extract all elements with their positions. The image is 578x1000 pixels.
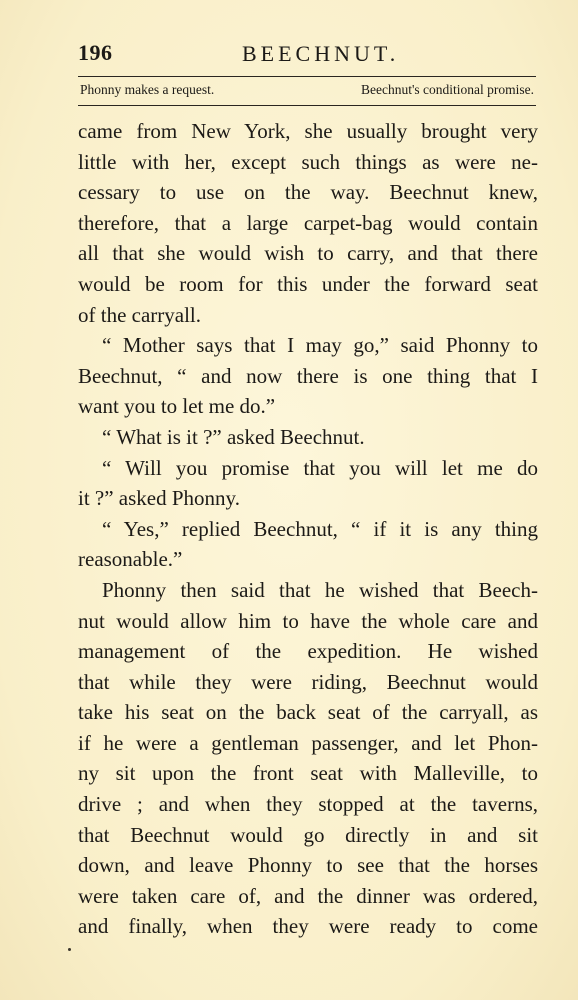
text-line: were taken care of, and the dinner was ordered,: [78, 883, 538, 908]
body-text: [78, 116, 538, 942]
page-number: 196: [78, 40, 113, 65]
text-line: “ Yes,” replied Beechnut, “ if it is any thing: [102, 516, 538, 541]
text-line: little with her, except such things as were ne-: [78, 149, 538, 174]
text-line: of the carryall.: [78, 302, 202, 327]
running-title: BEECHNUT.: [242, 41, 400, 66]
text-line: that while they were riding, Beechnut would: [78, 669, 538, 694]
text-line: would be room for this under the forward seat: [78, 271, 538, 296]
text-line: cessary to use on the way. Beechnut knew,: [78, 180, 538, 205]
text-line: therefore, that a large carpet-bag would contain: [78, 210, 538, 235]
subheader-rule: [78, 105, 536, 106]
text-line: down, and leave Phonny to see that the horses: [78, 853, 538, 878]
text-line: take his seat on the back seat of the carryall, as: [78, 700, 538, 725]
page-header: [78, 40, 536, 72]
subheader-right: Beechnut's conditional promise.: [360, 82, 534, 97]
text-line: “ What is it ?” asked Beechnut.: [102, 424, 365, 449]
text-line: want you to let me do.”: [78, 394, 276, 419]
text-line: “ Will you promise that you will let me do: [102, 455, 538, 480]
text-line: management of the expedition. He wished: [78, 639, 538, 664]
text-line: nut would allow him to have the whole care and: [78, 608, 538, 633]
text-line: if he were a gentleman passenger, and let Phon-: [78, 730, 538, 755]
subheader-left: Phonny makes a request.: [80, 82, 215, 97]
text-line: reasonable.”: [78, 547, 183, 572]
print-speck: [68, 948, 71, 951]
text-line: that Beechnut would go directly in and sit: [78, 822, 538, 847]
text-line: drive ; and when they stopped at the taverns,: [78, 792, 538, 817]
text-line: Beechnut, “ and now there is one thing that I: [78, 363, 538, 388]
text-line: ny sit upon the front seat with Malleville, to: [78, 761, 538, 786]
text-line: “ Mother says that I may go,” said Phonny to: [102, 333, 538, 358]
header-rule: [78, 76, 536, 77]
text-line: all that she would wish to carry, and that there: [78, 241, 538, 266]
text-line: it ?” asked Phonny.: [78, 486, 240, 511]
page-subheader: [80, 82, 534, 104]
text-line: Phonny then said that he wished that Beech-: [102, 577, 538, 602]
text-line: and finally, when they were ready to come: [78, 914, 538, 939]
text-line: came from New York, she usually brought very: [78, 119, 538, 143]
